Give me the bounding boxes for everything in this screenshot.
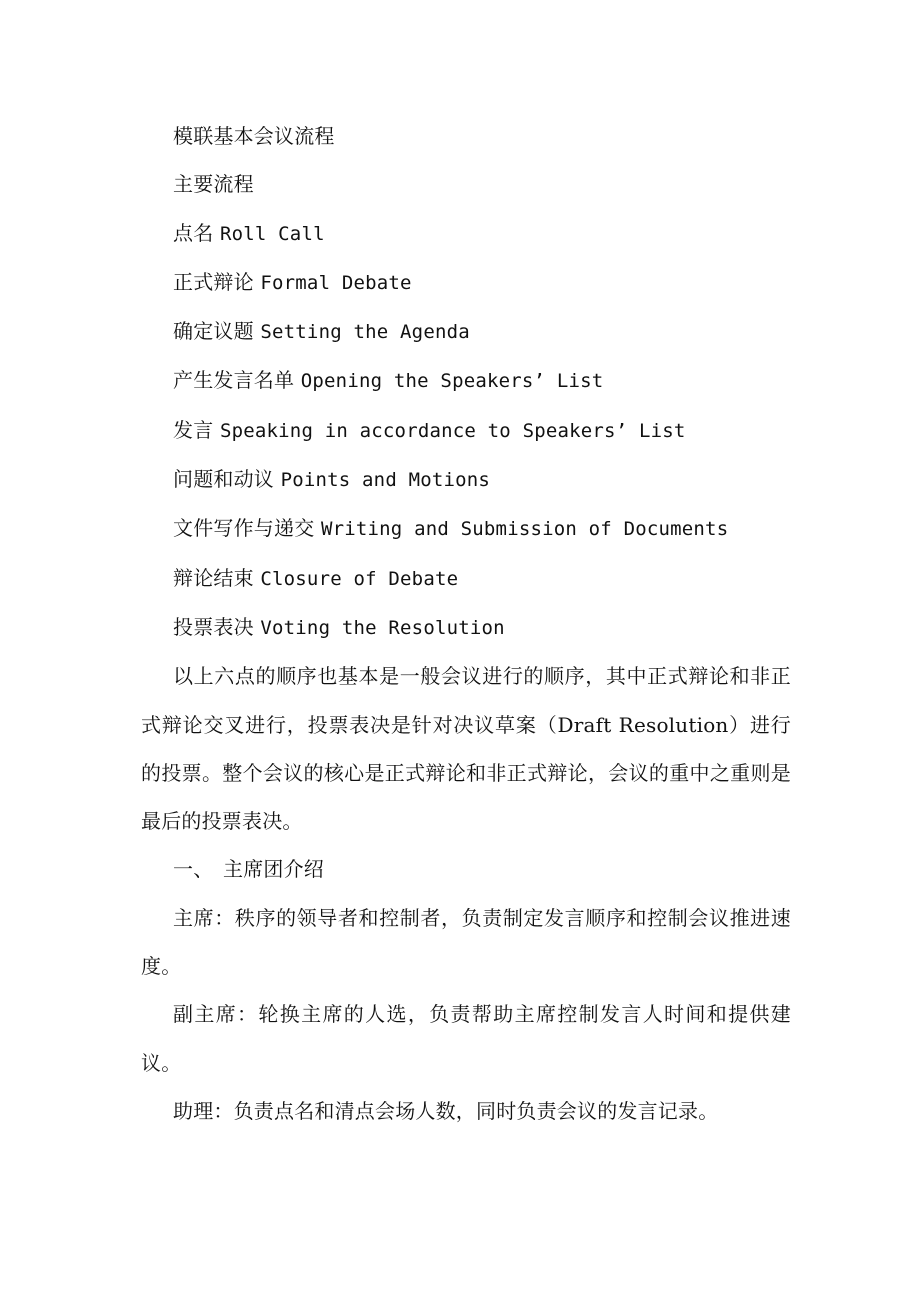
- flow-item-zh: 投票表决: [173, 614, 254, 639]
- flow-item-en: Points and Motions: [280, 469, 491, 492]
- flow-item: [141, 307, 791, 356]
- role-assistant: 助理：负责点名和清点会场人数，同时负责会议的发言记录。: [173, 1098, 719, 1123]
- flow-item-zh: 问题和动议: [173, 467, 274, 492]
- flow-item: [141, 504, 791, 553]
- document-title: 模联基本会议流程: [173, 124, 335, 148]
- flow-item: [141, 356, 791, 405]
- flow-item: [141, 209, 791, 258]
- flow-item: [141, 406, 791, 455]
- flow-item: [141, 554, 791, 603]
- document-body: [141, 112, 791, 1135]
- flow-item-zh: 辩论结束: [173, 565, 254, 590]
- flow-item-zh: 文件写作与递交: [173, 516, 315, 541]
- flow-item: [141, 455, 791, 504]
- summary-paragraph: 以上六点的顺序也基本是一般会议进行的顺序，其中正式辩论和非正式辩论交叉进行，投票表决是针对决议草案（Draft Resolution）进行的投票。整个会议的核心是正式辩论和非正式辩论，会议的重中之重则是最后的投票表决。: [141, 664, 791, 834]
- flow-item-en: Opening the Speakers’ List: [300, 370, 604, 393]
- flow-item-zh: 确定议题: [173, 319, 254, 344]
- flow-item-en: Closure of Debate: [260, 567, 459, 590]
- role-vice-chair: 副主席：轮换主席的人选，负责帮助主席控制发言人时间和提供建议。: [141, 1002, 791, 1075]
- flow-item: [141, 258, 791, 307]
- flow-item-zh: 发言: [173, 417, 214, 442]
- flow-item-en: Writing and Submission of Documents: [320, 518, 729, 541]
- flow-item: [141, 603, 791, 652]
- flow-item-zh: 产生发言名单: [173, 368, 295, 393]
- flow-item-zh: 点名: [173, 220, 214, 245]
- flow-item-en: Roll Call: [219, 222, 325, 245]
- role-chair: 主席：秩序的领导者和控制者，负责制定发言顺序和控制会议推进速度。: [141, 905, 791, 979]
- flow-item-en: Setting the Agenda: [260, 321, 470, 344]
- flow-item-en: Voting the Resolution: [260, 616, 505, 639]
- section-subtitle: 主要流程: [173, 172, 254, 197]
- section-heading: [141, 845, 791, 893]
- flow-item-en: Speaking in accordance to Speakers’ List: [219, 419, 686, 442]
- section-number: 一、: [173, 857, 214, 882]
- flow-item-en: Formal Debate: [260, 271, 412, 294]
- section-heading-text: 主席团介绍: [223, 857, 324, 882]
- flow-item-zh: 正式辩论: [173, 269, 254, 294]
